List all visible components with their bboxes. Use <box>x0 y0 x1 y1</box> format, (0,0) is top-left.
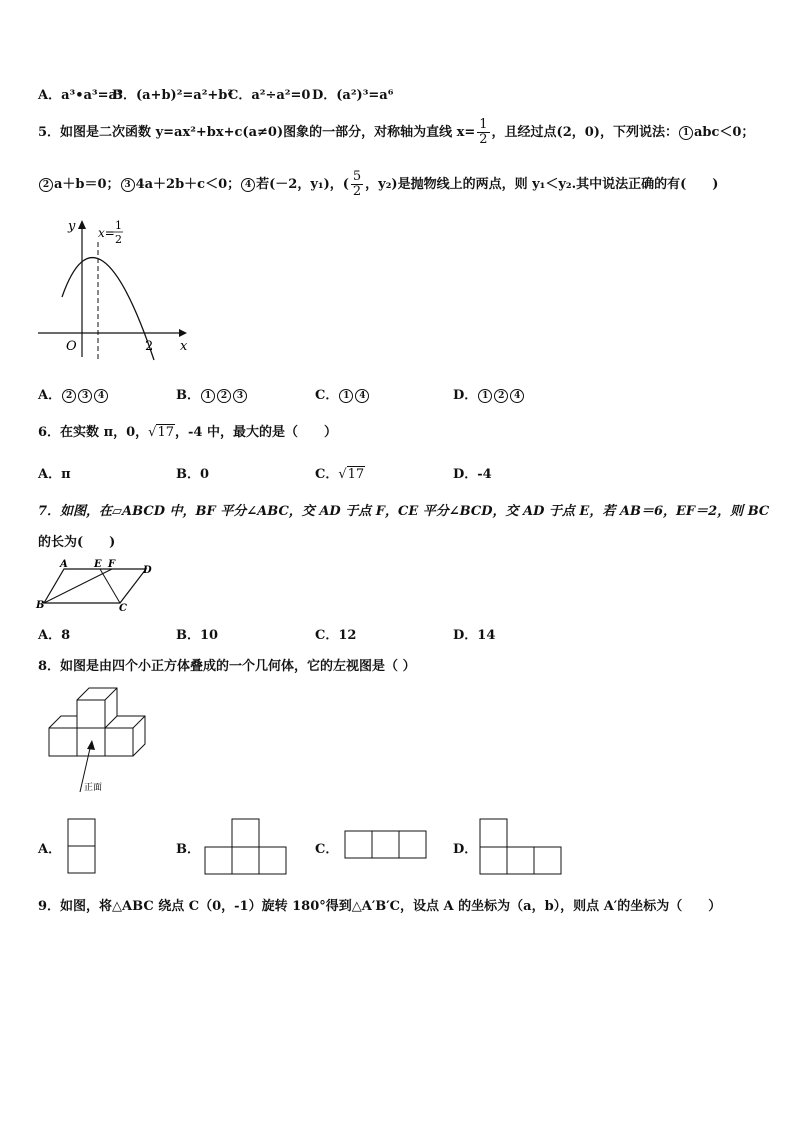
q8-cube-figure <box>40 686 170 801</box>
label-d: D <box>143 565 152 576</box>
q8-option-a-figure <box>67 818 97 874</box>
circled-number-icon: 1 <box>201 389 215 403</box>
option-letter: C． <box>315 467 339 482</box>
circled-3-icon: 3 <box>121 178 135 192</box>
label-a: A <box>60 559 68 570</box>
q5-stem-line2 <box>38 170 718 199</box>
label-e: E <box>94 559 102 570</box>
symmetry-den: 2 <box>115 233 122 246</box>
circled-number-icon: 2 <box>494 389 508 403</box>
label-f: F <box>108 559 116 570</box>
sqrt-radicand: 17 <box>347 467 365 482</box>
frac-den: 2 <box>352 184 362 199</box>
circled-4-icon: 4 <box>241 178 255 192</box>
q5-stem-text-a: 5．如图是二次函数 y=ax²+bx+c(a≠0)图象的一部分，对称轴为直线 x= <box>38 125 476 140</box>
circled-number-icon: 1 <box>339 389 353 403</box>
q5-stem-text-b: ，且经过点(2，0)，下列说法： <box>491 125 678 140</box>
q8-option-d-figure <box>479 818 563 876</box>
option-letter: A． <box>38 388 62 403</box>
sqrt-icon: √17 <box>338 467 365 482</box>
q5-statement-2: a＋b＝0； <box>54 177 120 192</box>
sqrt-icon: √17 <box>148 425 174 440</box>
q5-stem-line1 <box>38 118 754 147</box>
q7-option-b: B．10 <box>176 628 219 643</box>
option-letter: C． <box>315 388 339 403</box>
q5-option-d <box>453 384 525 403</box>
parallelogram <box>44 569 146 603</box>
x-axis-arrow-icon <box>179 329 187 337</box>
label-c: C <box>119 603 127 614</box>
q4-option-d: D．(a²)³=a⁶ <box>312 88 394 103</box>
front-arrow-icon <box>87 740 95 750</box>
q7-option-d: D．14 <box>453 628 496 643</box>
q7-option-c: C．12 <box>315 628 357 643</box>
q6-stem-b: ，-4 中，最大的是（ ） <box>174 425 337 440</box>
q8-stem: 8．如图是由四个小正方体叠成的一个几何体，它的左视图是（ ） <box>38 659 416 674</box>
symmetry-num: 1 <box>115 219 122 232</box>
q8-option-d: D． <box>453 842 478 857</box>
q7-option-a: A．8 <box>38 628 71 643</box>
circled-number-icon: 1 <box>478 389 492 403</box>
circled-number-icon: 4 <box>510 389 524 403</box>
origin-label: O <box>66 339 77 354</box>
q8-option-c: C． <box>315 842 339 857</box>
q5-point-fraction <box>351 170 363 199</box>
q6-option-b: B．0 <box>176 467 210 482</box>
circled-number-icon: 3 <box>78 389 92 403</box>
q5-option-a <box>38 384 109 403</box>
q6-option-a: A．π <box>38 467 71 482</box>
option-letter: D． <box>453 388 478 403</box>
q5-parabola-graph <box>30 212 200 362</box>
frac-den: 2 <box>479 132 488 147</box>
x-axis-label: x <box>180 339 188 354</box>
q7-stem-line2: 的长为( ) <box>38 535 116 550</box>
root-label: 2 <box>145 339 154 354</box>
q4-option-b: B．(a+b)²=a²+b² <box>112 88 234 103</box>
q7-stem-line1: 7．如图，在▱ABCD 中，BF 平分∠ABC，交 AD 于点 F，CE 平分∠BCD，交 AD 于点 E，若 AB＝6，EF＝2，则 BC <box>38 504 770 519</box>
y-axis-arrow-icon <box>78 220 86 229</box>
q6-stem-a: 6．在实数 π，0， <box>38 425 149 440</box>
q9-stem: 9．如图，将△ABC 绕点 C（0，-1）旋转 180°得到△A′B′C，设点 A 的坐标为（a，b），则点 A′的坐标为（ ） <box>38 899 722 914</box>
q5-option-c <box>315 384 370 403</box>
circled-number-icon: 2 <box>217 389 231 403</box>
frac-num: 5 <box>352 169 362 184</box>
q5-statement-4a: 若(－2，y₁)，( <box>256 177 349 192</box>
q4-option-a: A．a³•a³=a⁹ <box>38 88 123 103</box>
circled-1-icon: 1 <box>679 126 693 140</box>
q8-option-c-figure <box>344 830 428 860</box>
circled-number-icon: 2 <box>62 389 76 403</box>
symmetry-label: x= <box>98 226 115 240</box>
label-b: B <box>36 600 45 611</box>
q5-option-b <box>176 384 248 403</box>
circled-2-icon: 2 <box>39 178 53 192</box>
y-axis-label: y <box>68 219 76 234</box>
q6-stem <box>38 421 337 440</box>
q6-option-c <box>315 463 365 482</box>
circled-number-icon: 4 <box>94 389 108 403</box>
q8-option-b: B． <box>176 842 200 857</box>
q8-option-b-figure <box>204 818 288 876</box>
q5-statement-4b: ，y₂)是抛物线上的两点，则 y₁＜y₂.其中说法正确的有( ) <box>365 177 719 192</box>
q5-axis-fraction <box>477 118 489 147</box>
front-label: 正面 <box>84 783 103 793</box>
q5-statement-3: 4a＋2b＋c＜0； <box>135 177 241 192</box>
q5-statement-1: abc＜0； <box>693 125 755 140</box>
q7-parallelogram-figure <box>36 558 156 614</box>
frac-num: 1 <box>479 117 488 132</box>
q6-option-d: D．-4 <box>453 467 492 482</box>
sqrt-radicand: 17 <box>157 425 174 440</box>
circled-number-icon: 4 <box>355 389 369 403</box>
circled-number-icon: 3 <box>233 389 247 403</box>
q8-option-a: A． <box>38 842 62 857</box>
segment-ce <box>100 569 120 603</box>
q4-option-c: C．a²÷a²=0 <box>228 88 311 103</box>
option-letter: B． <box>176 388 200 403</box>
